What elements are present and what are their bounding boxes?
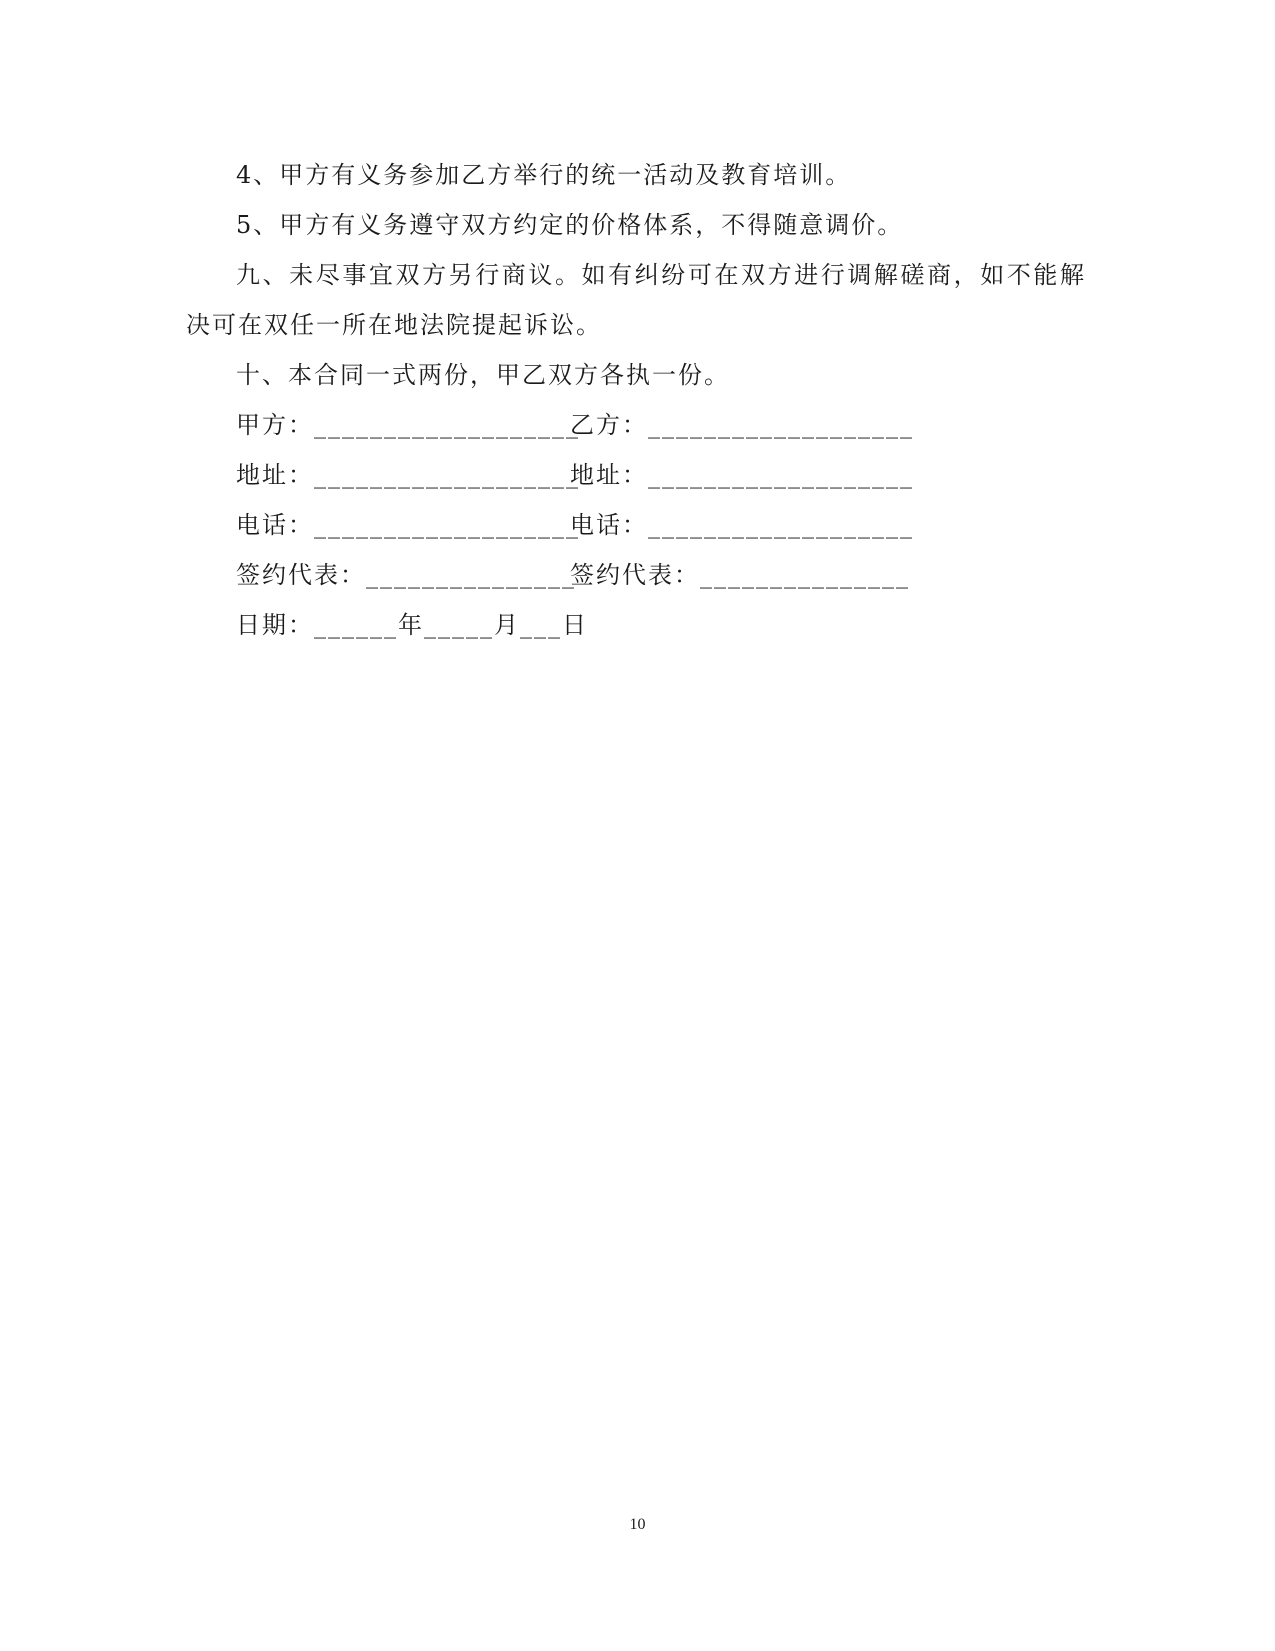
signature-row-address xyxy=(186,450,1086,500)
party-b-field: 乙方：___________________ xyxy=(570,411,914,439)
party-b-phone-field: 电话：___________________ xyxy=(570,511,914,539)
party-b-representative-field: 签约代表：_______________ xyxy=(570,561,910,589)
party-a-address-field: 地址：___________________ xyxy=(236,461,580,489)
clause-5: 5、甲方有义务遵守双方约定的价格体系，不得随意调价。 xyxy=(236,211,904,239)
page-number: 10 xyxy=(629,1516,646,1533)
clause-4: 4、甲方有义务参加乙方举行的统一活动及教育培训。 xyxy=(236,161,852,189)
signature-row-phone xyxy=(186,500,1086,550)
party-a-phone-field: 电话：___________________ xyxy=(236,511,580,539)
signature-row-representative xyxy=(186,550,1086,600)
date-field: 日期：______年_____月___日 xyxy=(236,611,588,639)
party-a-representative-field: 签约代表：_______________ xyxy=(236,561,576,589)
signature-row-party xyxy=(186,400,1086,450)
contract-body xyxy=(186,150,1086,650)
clause-ten: 十、本合同一式两份，甲乙双方各执一份。 xyxy=(236,361,730,389)
party-a-field: 甲方：___________________ xyxy=(236,411,580,439)
signature-row-date xyxy=(186,600,1086,650)
party-b-address-field: 地址：___________________ xyxy=(570,461,914,489)
clause-nine: 九、未尽事宜双方另行商议。如有纠纷可在双方进行调解磋商，如不能解决可在双任一所在地法院提起诉讼。 xyxy=(186,261,1086,339)
